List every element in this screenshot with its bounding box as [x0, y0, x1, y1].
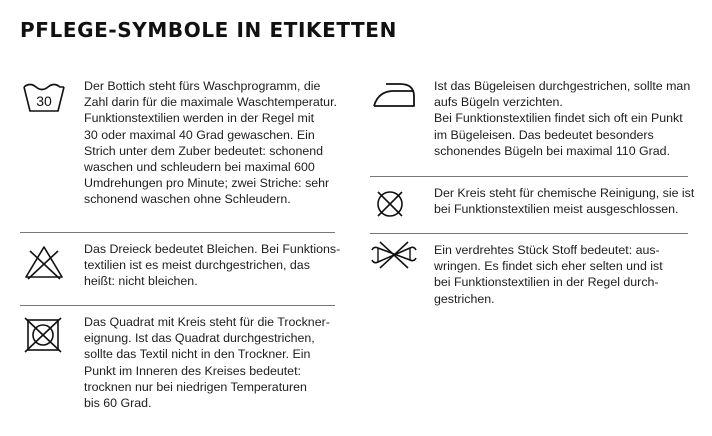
text-line: bis 60 Grad.: [84, 396, 152, 411]
text-line: wringen. Es findet sich eher selten und ist: [434, 259, 663, 274]
care-text: [434, 177, 695, 225]
care-entry-ironing: [370, 70, 691, 177]
text-line: waschen und schleudern bei maximal 600: [84, 160, 315, 175]
left-column: [20, 70, 341, 426]
text-line: Umdrehungen pro Minute; zwei Striche: sehr: [84, 176, 330, 191]
text-line: Ist das Bügeleisen durchgestrichen, sollte man: [434, 79, 691, 93]
care-entry-drying: [20, 306, 335, 426]
text-line: eignung. Ist das Quadrat durchgestrichen,: [84, 331, 315, 346]
text-line: gestrichen.: [434, 291, 495, 306]
care-entry-wringing: [370, 234, 688, 324]
text-line: bei Funktionstextilien in der Regel durch-: [434, 275, 659, 290]
care-text: [84, 233, 341, 298]
text-line: im Bügeleisen. Das bedeutet besonders: [434, 127, 654, 142]
text-line: Bei Funktionstextilien findet sich oft ein Punkt: [434, 111, 683, 126]
text-line: schonend waschen ohne Schleudern.: [84, 192, 291, 207]
text-line: sollte das Textil nicht in den Trockner. Ein: [84, 347, 311, 362]
text-line: Der Kreis steht für chemische Reinigung, sie ist: [434, 186, 695, 200]
care-entry-washing: [20, 70, 335, 233]
text-line: Strich unter dem Zuber bedeutet: schonend: [84, 143, 324, 158]
text-line: Ein verdrehtes Stück Stoff bedeutet: aus-: [434, 243, 660, 257]
text-line: textilien ist es meist durchgestrichen, das: [84, 258, 310, 273]
iron-icon: [370, 76, 418, 114]
text-line: Funktionstextilien werden in der Regel mit: [84, 111, 315, 126]
text-line: trocknen nur bei niedrigen Temperaturen: [84, 379, 307, 394]
care-text: [434, 70, 691, 167]
text-line: bei Funktionstextilien meist ausgeschlossen.: [434, 202, 679, 217]
text-line: aufs Bügeln verzichten.: [434, 95, 563, 110]
text-line: 30 oder maximal 40 Grad gewaschen. Ein: [84, 127, 315, 142]
text-line: Das Dreieck bedeutet Bleichen. Bei Funktions-: [84, 242, 341, 256]
text-line: heißt: nicht bleichen.: [84, 274, 198, 289]
care-entry-bleaching: [20, 233, 341, 306]
care-text: [84, 306, 335, 419]
text-line: Der Bottich steht fürs Waschprogramm, die: [84, 79, 321, 93]
right-column: [370, 70, 695, 324]
text-line: Punkt im Inneren des Kreises bedeutet:: [84, 363, 301, 378]
care-text: [434, 234, 688, 315]
care-text: [84, 70, 335, 216]
wash-temperature-label: 30: [36, 93, 52, 109]
text-line: Das Quadrat mit Kreis steht für die Trockner-: [84, 315, 330, 329]
crossed-triangle-bleach-icon: [20, 243, 68, 281]
care-entry-dry-cleaning: [370, 177, 695, 234]
text-line: Zahl darin für die maximale Waschtemperatur.: [84, 95, 337, 110]
wash-tub-icon: [20, 78, 68, 116]
text-line: schonendes Bügeln bei maximal 110 Grad.: [434, 143, 671, 158]
page-title: PFLEGE-SYMBOLE IN ETIKETTEN: [20, 18, 397, 42]
crossed-wring-icon: [370, 236, 418, 274]
crossed-tumble-dryer-icon: [20, 316, 68, 354]
crossed-circle-dry-clean-icon: [370, 185, 418, 223]
